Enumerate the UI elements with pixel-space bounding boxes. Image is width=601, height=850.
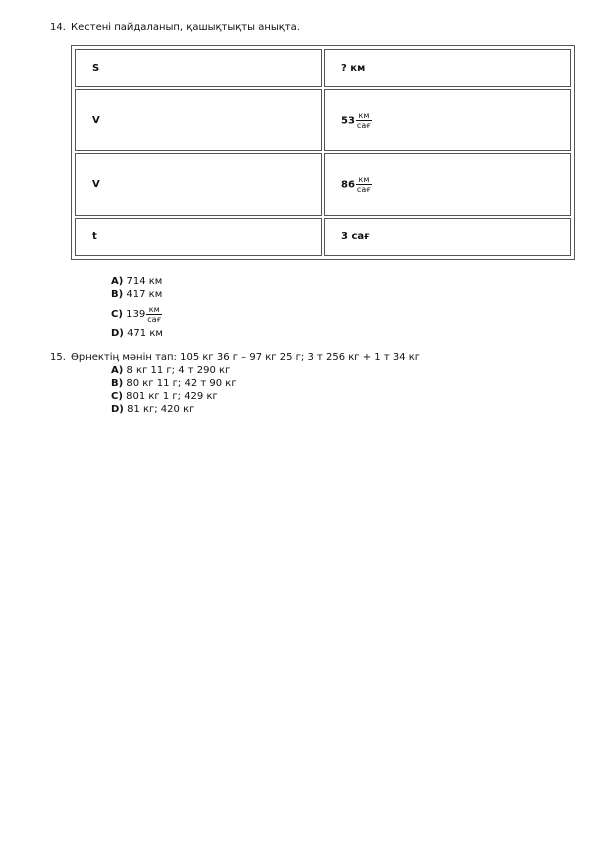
table-cell-value <box>324 153 571 215</box>
answer-option[interactable] <box>111 288 163 301</box>
option-text: 139 <box>126 308 146 320</box>
table-cell-value <box>324 89 571 151</box>
fraction-numerator: км <box>146 305 162 315</box>
option-letter: D) <box>111 404 124 415</box>
table-cell-value <box>324 49 571 87</box>
fraction-denominator: сағ <box>356 185 371 195</box>
answer-option[interactable] <box>111 403 237 416</box>
answer-options <box>111 275 163 340</box>
table-cell-label: S <box>75 49 322 87</box>
answer-option[interactable] <box>111 327 163 340</box>
value-text: ? км <box>341 62 366 74</box>
option-letter: B) <box>111 289 124 300</box>
fraction-denominator: сағ <box>356 120 371 130</box>
question-number: 14. <box>50 22 66 33</box>
option-text: 471 км <box>127 328 163 339</box>
question-text: Өрнектің мәнін тап: 105 кг 36 г – 97 кг 25 г; 3 т 256 кг + 1 т 34 кг <box>71 352 421 363</box>
table-cell-value <box>324 218 571 256</box>
unit-fraction <box>356 175 372 194</box>
value-text: 86 <box>341 179 355 191</box>
option-text: 417 км <box>126 289 163 300</box>
answer-options <box>111 364 237 416</box>
option-letter: D) <box>111 328 124 339</box>
value-text: 53 <box>341 115 355 127</box>
table-cell-label: t <box>75 218 322 256</box>
fraction-numerator: км <box>356 111 372 121</box>
table-row <box>75 153 571 215</box>
answer-option[interactable] <box>111 364 237 377</box>
unit-fraction <box>146 305 162 324</box>
option-text: 8 кг 11 г; 4 т 290 кг <box>126 365 231 376</box>
table-cell-label: V <box>75 153 322 215</box>
value-text: 3 сағ <box>341 231 370 243</box>
data-table <box>73 47 573 258</box>
data-table-frame <box>71 45 575 260</box>
option-letter: B) <box>111 378 124 389</box>
option-letter: A) <box>111 365 124 376</box>
option-text: 714 км <box>126 276 163 287</box>
answer-option[interactable] <box>111 301 163 327</box>
question-text: Кестені пайдаланып, қашықтықты анықта. <box>71 22 300 33</box>
table-cell-label: V <box>75 89 322 151</box>
option-text: 80 кг 11 г; 42 т 90 кг <box>126 378 237 389</box>
option-text: 801 кг 1 г; 429 кг <box>126 391 218 402</box>
fraction-denominator: сағ <box>147 314 162 324</box>
question-number: 15. <box>50 352 66 363</box>
answer-option[interactable] <box>111 377 237 390</box>
answer-option[interactable] <box>111 275 163 288</box>
unit-fraction <box>356 111 372 130</box>
answer-option[interactable] <box>111 390 237 403</box>
table-row <box>75 218 571 256</box>
option-letter: C) <box>111 391 123 402</box>
question-15 <box>50 351 420 364</box>
question-14 <box>50 21 300 34</box>
option-letter: A) <box>111 276 124 287</box>
fraction-numerator: км <box>356 175 372 185</box>
table-row <box>75 89 571 151</box>
table-row <box>75 49 571 87</box>
option-text: 81 кг; 420 кг <box>127 404 195 415</box>
option-letter: C) <box>111 308 123 320</box>
